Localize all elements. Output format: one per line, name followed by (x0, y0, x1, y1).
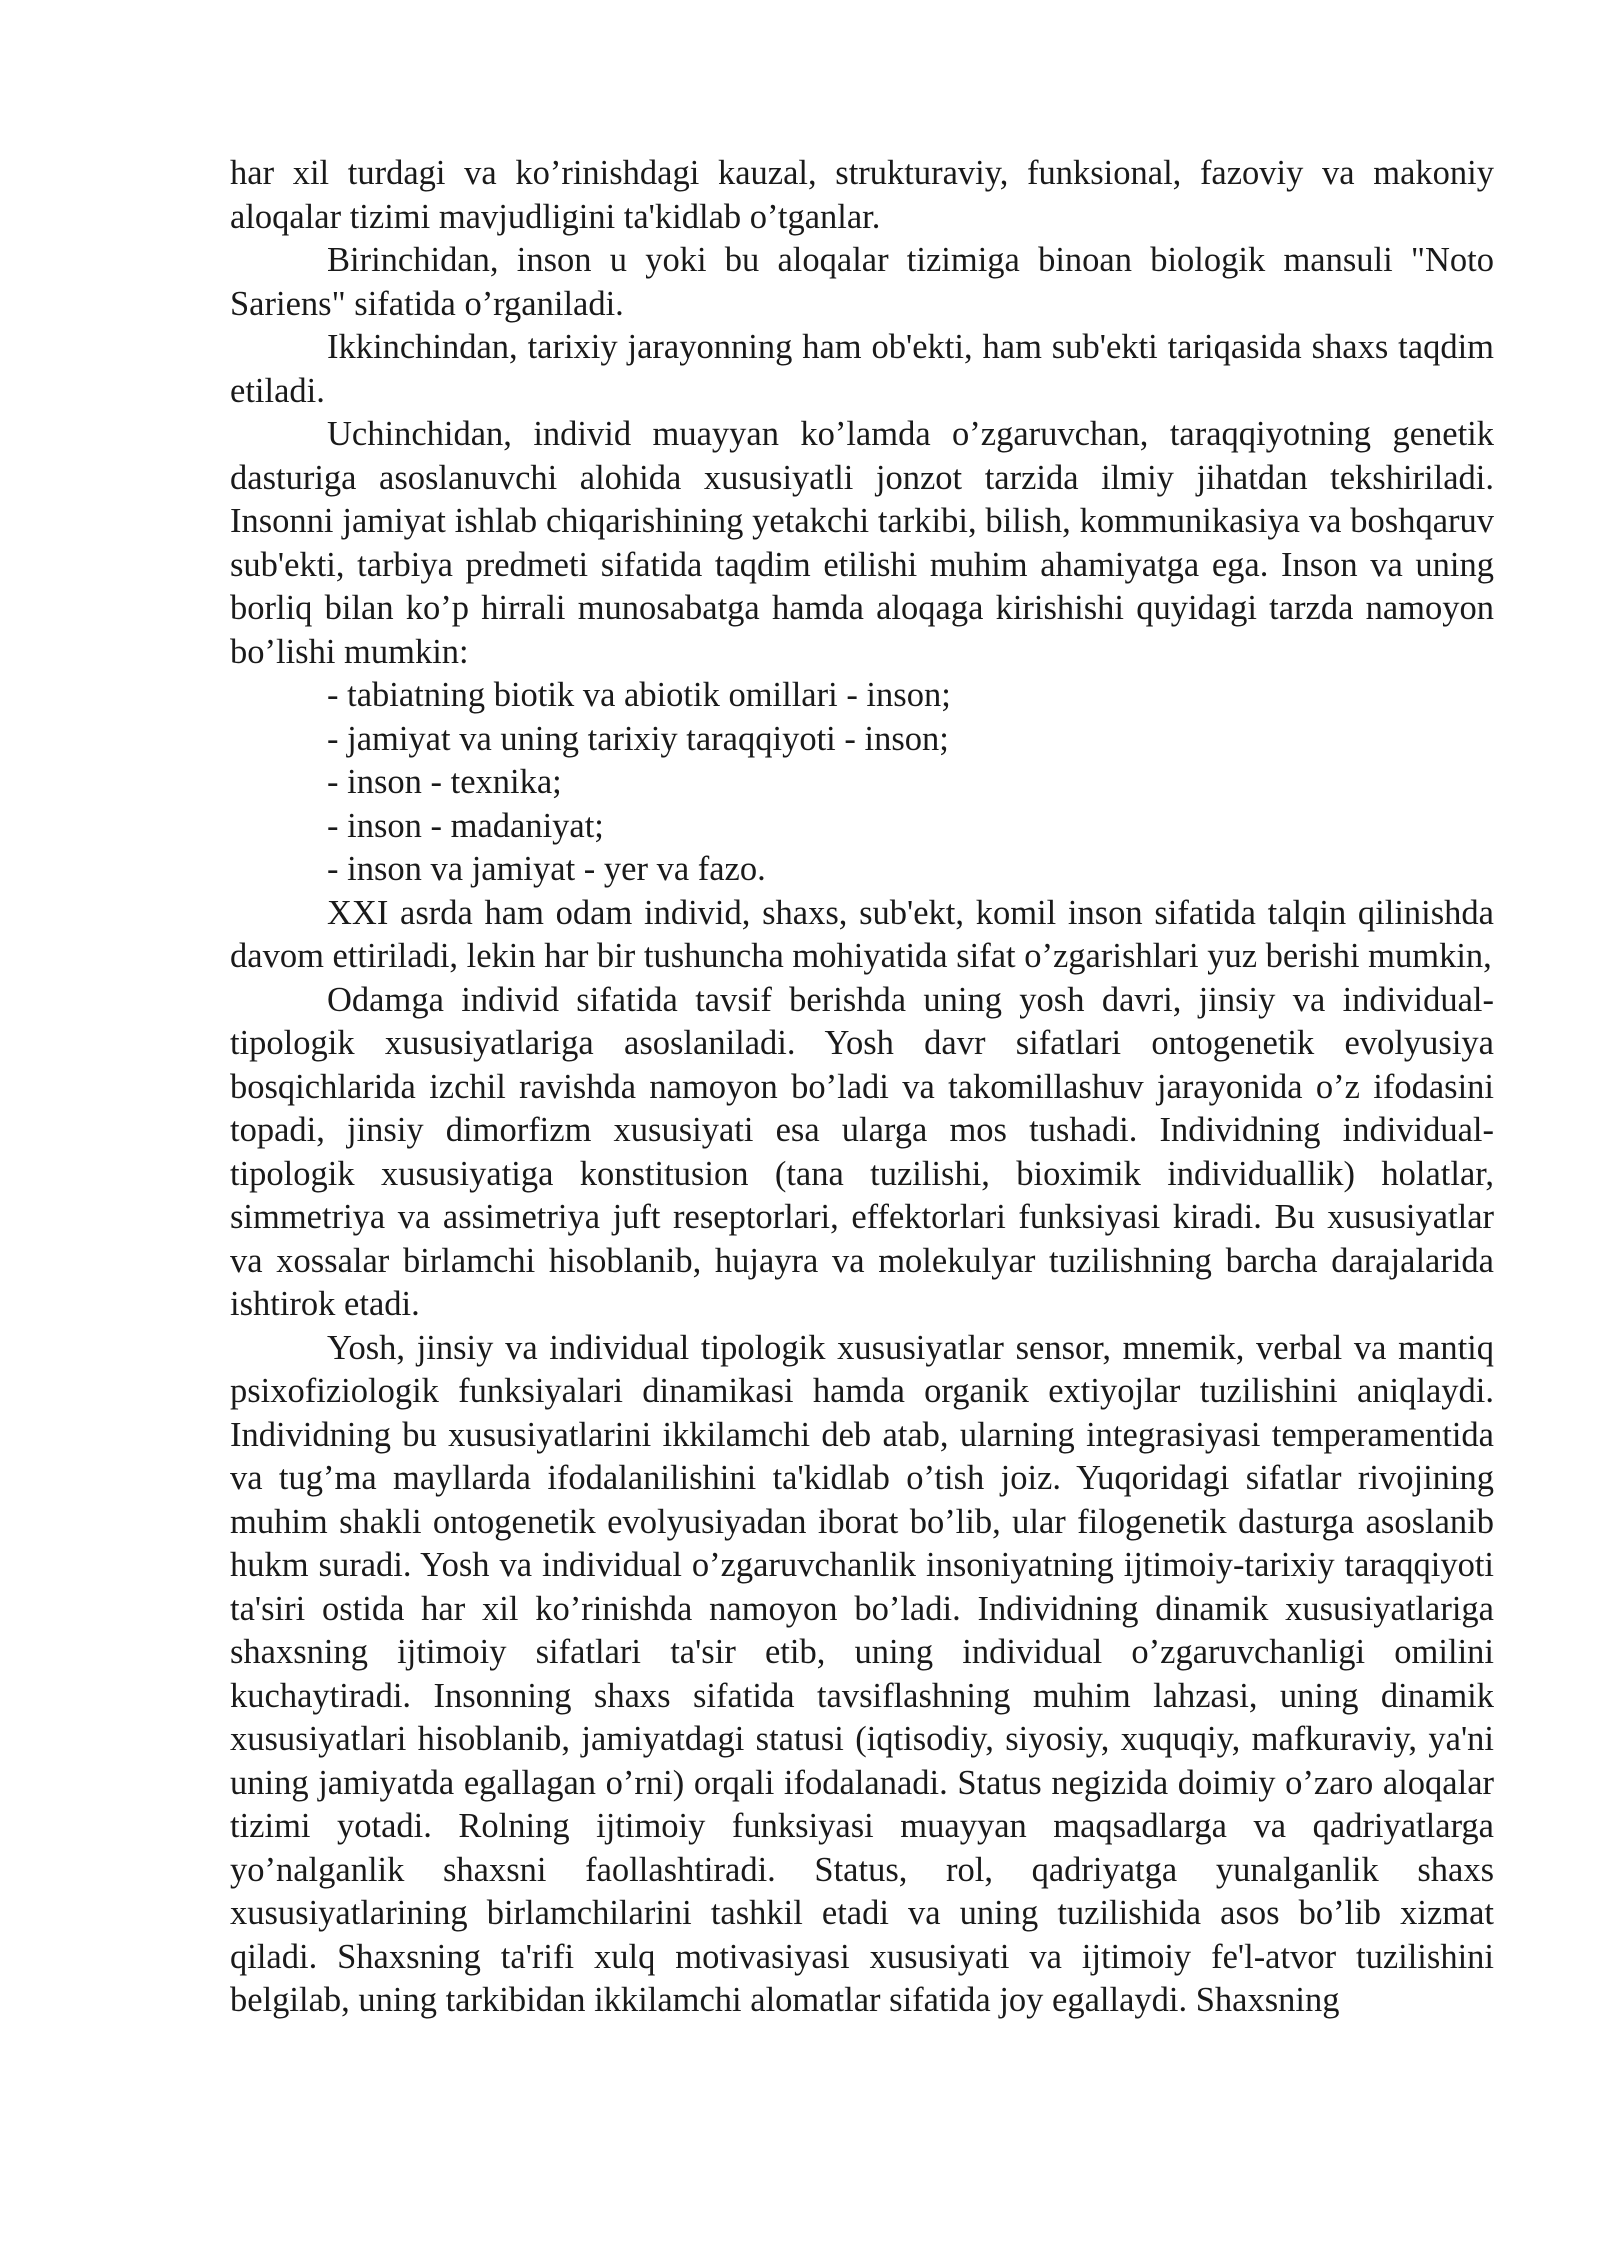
paragraph-xxi-asrda: XXI asrda ham odam individ, shaxs, sub'ekt, komil inson sifatida talqin qilinishda davom ettiriladi, lekin har bir tushuncha mohiyatida sifat o’zgarishlari yuz berishi mumkin, (230, 893, 1494, 975)
list-item: - inson - texnika; (327, 763, 562, 801)
document-page (230, 152, 1494, 2023)
paragraph-continuation: har xil turdagi va ko’rinishdagi kauzal, strukturaviy, funksional, fazoviy va makoniy aloqalar tizimi mavjudligini ta'kidlab o’tganlar. (230, 154, 1494, 236)
paragraph-yosh-jinsiy: Yosh, jinsiy va individual tipologik xususiyatlar sensor, mnemik, verbal va mantiq psixofiziologik funksiyalari dinamikasi hamda organik extiyojlar tuzilishini aniqlaydi. Individning bu xususiyatlarini ikkilamchi deb atab, ularning integrasiyasi temperamentida va tug’ma mayllarda ifodalanilishini ta'kidlab o’tish joiz. Yuqoridagi sifatlar rivojining muhim shakli ontogenetik evolyusiyadan iborat bo’lib, ular filogenetik dasturga asoslanib hukm suradi. Yosh va individual o’zgaruvchanlik insoniyatning ijtimoiy-tarixiy taraqqiyoti ta'siri ostida har xil ko’rinishda namoyon bo’ladi. Individning dinamik xususiyatlariga shaxsning ijtimoiy sifatlari ta'sir etib, uning individual o’zgaruvchanligi omilini kuchaytiradi. Insonning shaxs sifatida tavsiflashning muhim lahzasi, uning dinamik xususiyatlari hisoblanib, jamiyatdagi statusi (iqtisodiy, siyosiy, xuquqiy, mafkuraviy, ya'ni uning jamiyatda egallagan o’rni) orqali ifodalanadi. Status negizida doimiy o’zaro aloqalar tizimi yotadi. Rolning ijtimoiy funksiyasi muayyan maqsadlarga va qadriyatlarga yo’nalganlik shaxsni faollashtiradi. Status, rol, qadriyatga yunalganlik shaxs xususiyatlarining birlamchilarini tashkil etadi va uning tuzilishida asos bo’lib xizmat qiladi. Shaxsning ta'rifi xulq motivasiyasi xususiyati va ijtimoiy fe'l-atvor tuzilishini belgilab, uning tarkibidan ikkilamchi alomatlar sifatida joy egallaydi. Shaxsning (230, 1328, 1494, 2019)
paragraph-birinchidan: Birinchidan, inson u yoki bu aloqalar tizimiga binoan biologik mansuli "Noto Sariens" sifatida o’rganiladi. (230, 241, 1494, 323)
paragraph-uchinchidan: Uchinchidan, individ muayyan ko’lamda o’zgaruvchan, taraqqiyotning genetik dasturiga asoslanuvchi alohida xususiyatli jonzot tarzida ilmiy jihatdan tekshiriladi. Insonni jamiyat ishlab chiqarishining yetakchi tarkibi, bilish, kommunikasiya va boshqaruv sub'ekti, tarbiya predmeti sifatida taqdim etilishi muhim ahamiyatga ega. Inson va uning borliq bilan ko’p hirrali munosabatga hamda aloqaga kirishishi quyidagi tarzda namoyon bo’lishi mumkin: (230, 415, 1494, 671)
list-item: - jamiyat va uning tarixiy taraqqiyoti - inson; (327, 719, 949, 758)
list-item: - inson - madaniyat; (327, 806, 604, 845)
list-item: - inson va jamiyat - yer va fazo. (327, 850, 766, 888)
paragraph-odamga-individ: Odamga individ sifatida tavsif berishda uning yosh davri, jinsiy va individual-tipologik xususiyatlariga asoslaniladi. Yosh davr sifatlari ontogenetik evolyusiya bosqichlarida izchil ravishda namoyon bo’ladi va takomillashuv jarayonida o’z ifodasini topadi, jinsiy dimorfizm xususiyati esa ularga mos tushadi. Individning individual-tipologik xususiyatiga konstitusion (tana tuzilishi, bioximik individuallik) holatlar, simmetriya va assimetriya juft reseptorlari, effektorlari funksiyasi kiradi. Bu xususiyatlar va xossalar birlamchi hisoblanib, hujayra va molekulyar tuzilishning barcha darajalarida ishtirok etadi. (230, 980, 1494, 1323)
paragraph-ikkinchindan: Ikkinchindan, tarixiy jarayonning ham ob'ekti, ham sub'ekti tariqasida shaxs taqdim etiladi. (230, 328, 1494, 410)
relations-list (230, 674, 1494, 892)
list-item: - tabiatning biotik va abiotik omillari - inson; (327, 676, 951, 714)
